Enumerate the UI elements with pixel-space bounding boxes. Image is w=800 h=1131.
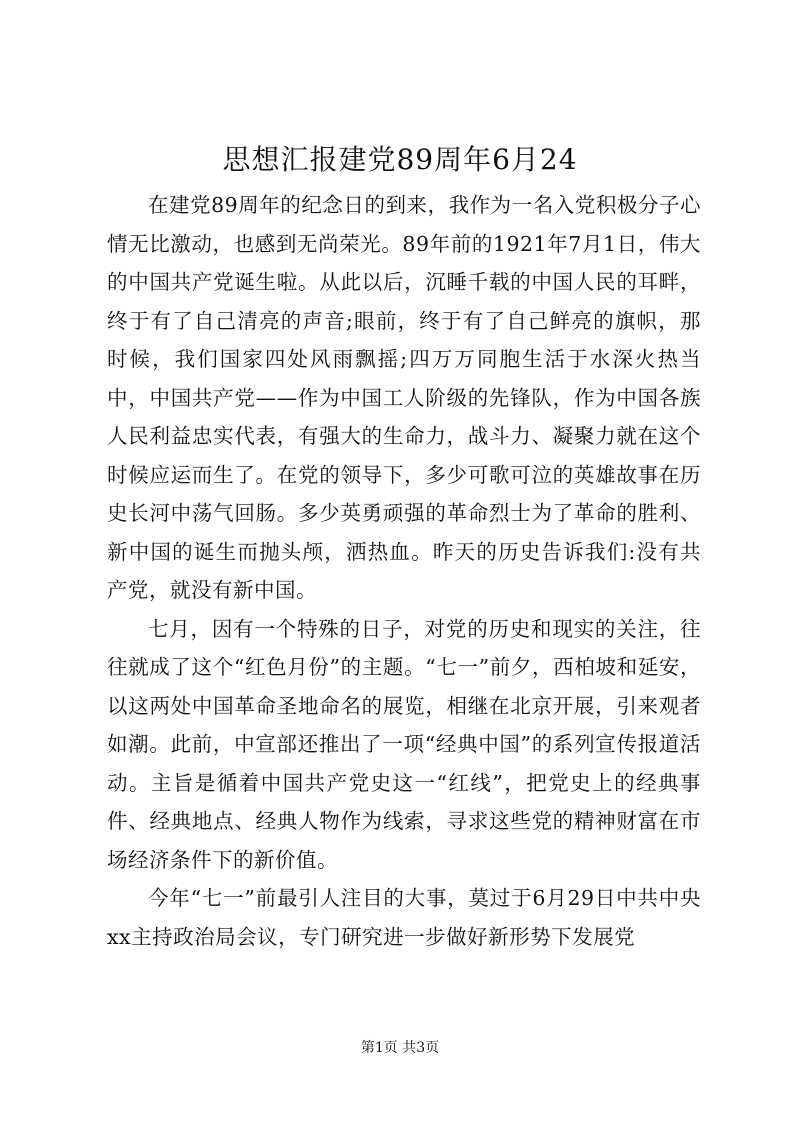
paragraph-2: 七月，因有一个特殊的日子，对党的历史和现实的关注，往往就成了这个“红色月份”的主题。“七一”前夕，西柏坡和延安，以这两处中国革命圣地命名的展览，相继在北京开展，引来观者如潮。此前，中宣部还推出了一项“经典中国”的系列宣传报道活动。主旨是循着中国共产党史这一“红线”，把党史上的经典事件、经典地点、经典人物作为线索，寻求这些党的精神财富在市场经济条件下的新价值。 bbox=[107, 616, 701, 872]
paragraph-1: 在建党89周年的纪念日的到来，我作为一名入党积极分子心情无比激动，也感到无尚荣光。89年前的1921年7月1日，伟大的中国共产党诞生啦。从此以后，沉睡千载的中国人民的耳畔，终于有了自己清亮的声音;眼前，终于有了自己鲜亮的旗帜，那时候，我们国家四处风雨飘摇;四万万同胞生活于水深火热当中，中国共产党——作为中国工人阶级的先锋队，作为中国各族人民利益忠实代表，有强大的生命力，战斗力、凝聚力就在这个时候应运而生了。在党的领导下，多少可歌可泣的英雄故事在历史长河中荡气回肠。多少英勇顽强的革命烈士为了革命的胜利、新中国的诞生而抛头颅，洒热血。昨天的历史告诉我们:没有共产党，就没有新中国。 bbox=[107, 193, 701, 602]
paragraph-3: 今年“七一”前最引人注目的大事，莫过于6月29日中共中央xx主持政治局会议，专门研究进一步做好新形势下发展党 bbox=[107, 886, 701, 949]
document-body bbox=[107, 186, 701, 956]
page-footer: 第1页 共3页 bbox=[360, 1040, 440, 1056]
document-title: 思想汇报建党89周年6月24 bbox=[222, 143, 578, 176]
